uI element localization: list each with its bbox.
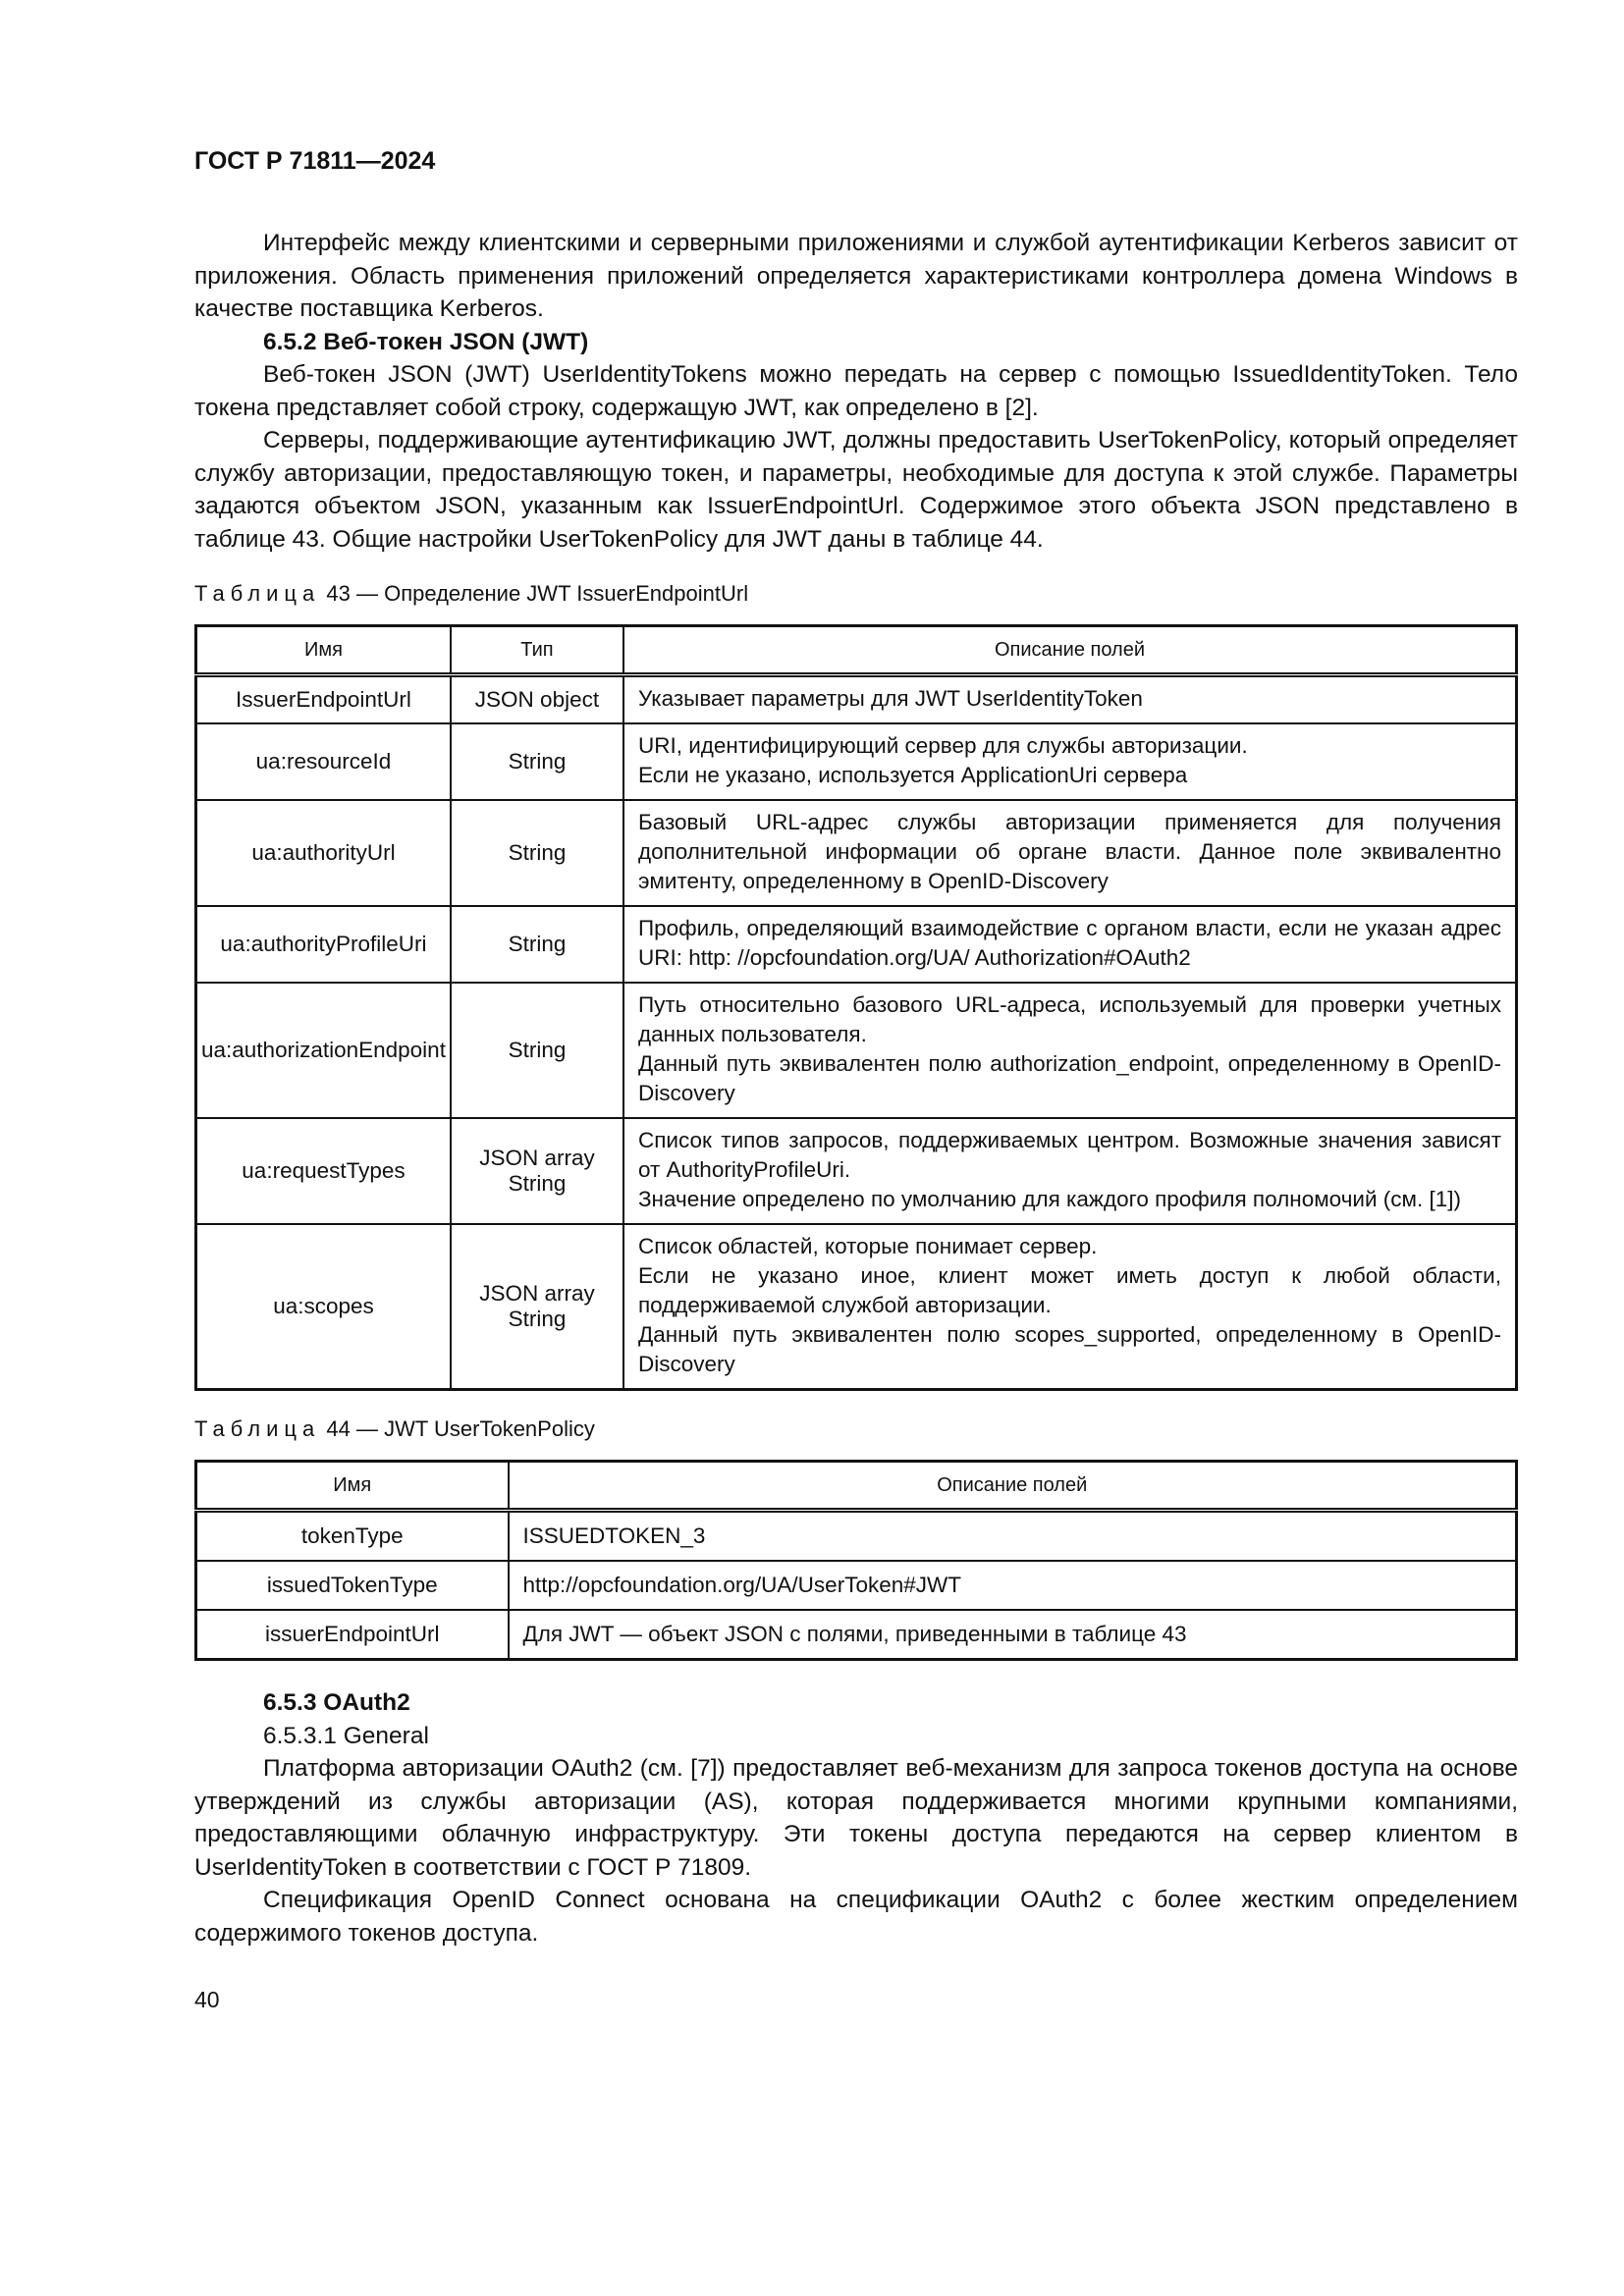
cell-description: Базовый URL-адрес службы авторизации применяется для получения дополнительной информации об органе власти. Данное поле эквивалентно эмитенту, определенному в OpenID-Discovery [623,800,1517,906]
table-44-caption-word: Таблица [194,1416,321,1441]
table-row [196,1511,1517,1562]
cell-name: issuerEndpointUrl [196,1610,509,1660]
document-page [194,147,1518,2013]
cell-type: String [451,983,623,1118]
cell-description: Для JWT — объект JSON с полями, приведенными в таблице 43 [509,1610,1517,1660]
paragraph-oauth2: Платформа авторизации OAuth2 (см. [7]) предоставляет веб-механизм для запроса токенов доступа на основе утверждений из службы авторизации (AS), которая поддерживается многими крупными компаниями, предоставляющими облачную инфраструктуру. Эти токены доступа передаются на сервер клиентом в UserIdentityToken в соответствии с ГОСТ Р 71809. [194,1755,1518,1881]
cell-name: ua:requestTypes [196,1118,451,1224]
section-title-652: 6.5.2 Веб-токен JSON (JWT) [263,328,589,355]
table-row [196,723,1517,800]
paragraph-jwt-servers: Серверы, поддерживающие аутентификацию JWT, должны предоставить UserTokenPolicy, который определяет службу авторизации, предоставляющую токен, и параметры, необходимые для доступа к этой службе. Параметры задаются объектом JSON, указанным как IssuerEndpointUrl. Содержимое этого объекта JSON представлено в таблице 43. Общие настройки UserTokenPolicy для JWT даны в таблице 44. [194,427,1518,553]
cell-description: Путь относительно базового URL-адреса, используемый для проверки учетных данных пользователя. Данный путь эквивалентен полю authorization_endpoint, определенному в OpenID-Discovery [623,983,1517,1118]
cell-type: String [451,906,623,983]
table-row [196,1561,1517,1610]
cell-description: ISSUEDTOKEN_3 [509,1511,1517,1562]
cell-name: issuedTokenType [196,1561,509,1610]
table-header-row [196,1462,1517,1511]
table-43-caption-word: Таблица [194,581,321,606]
cell-description: http://opcfoundation.org/UA/UserToken#JWT [509,1561,1517,1610]
table-43-caption [194,581,1518,607]
table-row [196,800,1517,906]
document-header: ГОСТ Р 71811—2024 [194,147,436,175]
cell-name: ua:resourceId [196,723,451,800]
paragraph-openid: Спецификация OpenID Connect основана на спецификации OAuth2 с более жестким определением содержимого токенов доступа. [194,1887,1518,1947]
paragraph-jwt-intro: Веб-токен JSON (JWT) UserIdentityTokens можно передать на сервер с помощью IssuedIdentityToken. Тело токена представляет собой строку, содержащую JWT, как определено в [2]. [194,361,1518,421]
cell-type: JSON array String [451,1118,623,1224]
cell-name: IssuerEndpointUrl [196,675,451,724]
section-title-653: 6.5.3 OAuth2 [263,1689,410,1716]
paragraph-kerberos: Интерфейс между клиентскими и серверными приложениями и службой аутентификации Kerberos зависит от приложения. Область применения приложений определяется характеристиками контроллера домена Windows в качестве поставщика Kerberos. [194,230,1518,322]
table-header-row [196,626,1517,675]
table-43-caption-text: 43 — Определение JWT IssuerEndpointUrl [326,581,749,606]
cell-type: JSON array String [451,1224,623,1390]
cell-name: ua:authorityProfileUri [196,906,451,983]
table-row [196,983,1517,1118]
cell-name: ua:authorizationEndpoint [196,983,451,1118]
cell-type: JSON object [451,675,623,724]
table-row [196,1610,1517,1660]
table-44-caption [194,1416,1518,1442]
column-header-name: Имя [196,626,451,675]
cell-description: Список типов запросов, поддерживаемых центром. Возможные значения зависят от AuthorityProfileUri. Значение определено по умолчанию для каждого профиля полномочий (см. [1]) [623,1118,1517,1224]
cell-name: tokenType [196,1511,509,1562]
cell-name: ua:authorityUrl [196,800,451,906]
table-row [196,1118,1517,1224]
table-row [196,1224,1517,1390]
cell-name: ua:scopes [196,1224,451,1390]
column-header-type: Тип [451,626,623,675]
table-44-caption-text: 44 — JWT UserTokenPolicy [326,1416,595,1441]
column-header-description: Описание полей [509,1462,1517,1511]
cell-description: URI, идентифицирующий сервер для службы авторизации. Если не указано, используется ApplicationUri сервера [623,723,1517,800]
table-row [196,906,1517,983]
cell-description: Указывает параметры для JWT UserIdentityToken [623,675,1517,724]
table-44 [194,1460,1518,1661]
cell-description: Список областей, которые понимает сервер. Если не указано иное, клиент может иметь доступ к любой области, поддерживаемой службой авторизации. Данный путь эквивалентен полю scopes_supported, определенному в OpenID-Discovery [623,1224,1517,1390]
page-number: 40 [194,1987,220,2012]
column-header-description: Описание полей [623,626,1517,675]
cell-type: String [451,800,623,906]
column-header-name: Имя [196,1462,509,1511]
cell-type: String [451,723,623,800]
table-43 [194,624,1518,1391]
cell-description: Профиль, определяющий взаимодействие с органом власти, если не указан адрес URI: http: //opcfoundation.org/UA/ Authorization#OAuth2 [623,906,1517,983]
subsection-title-6531: 6.5.3.1 General [263,1722,429,1749]
table-row [196,675,1517,724]
